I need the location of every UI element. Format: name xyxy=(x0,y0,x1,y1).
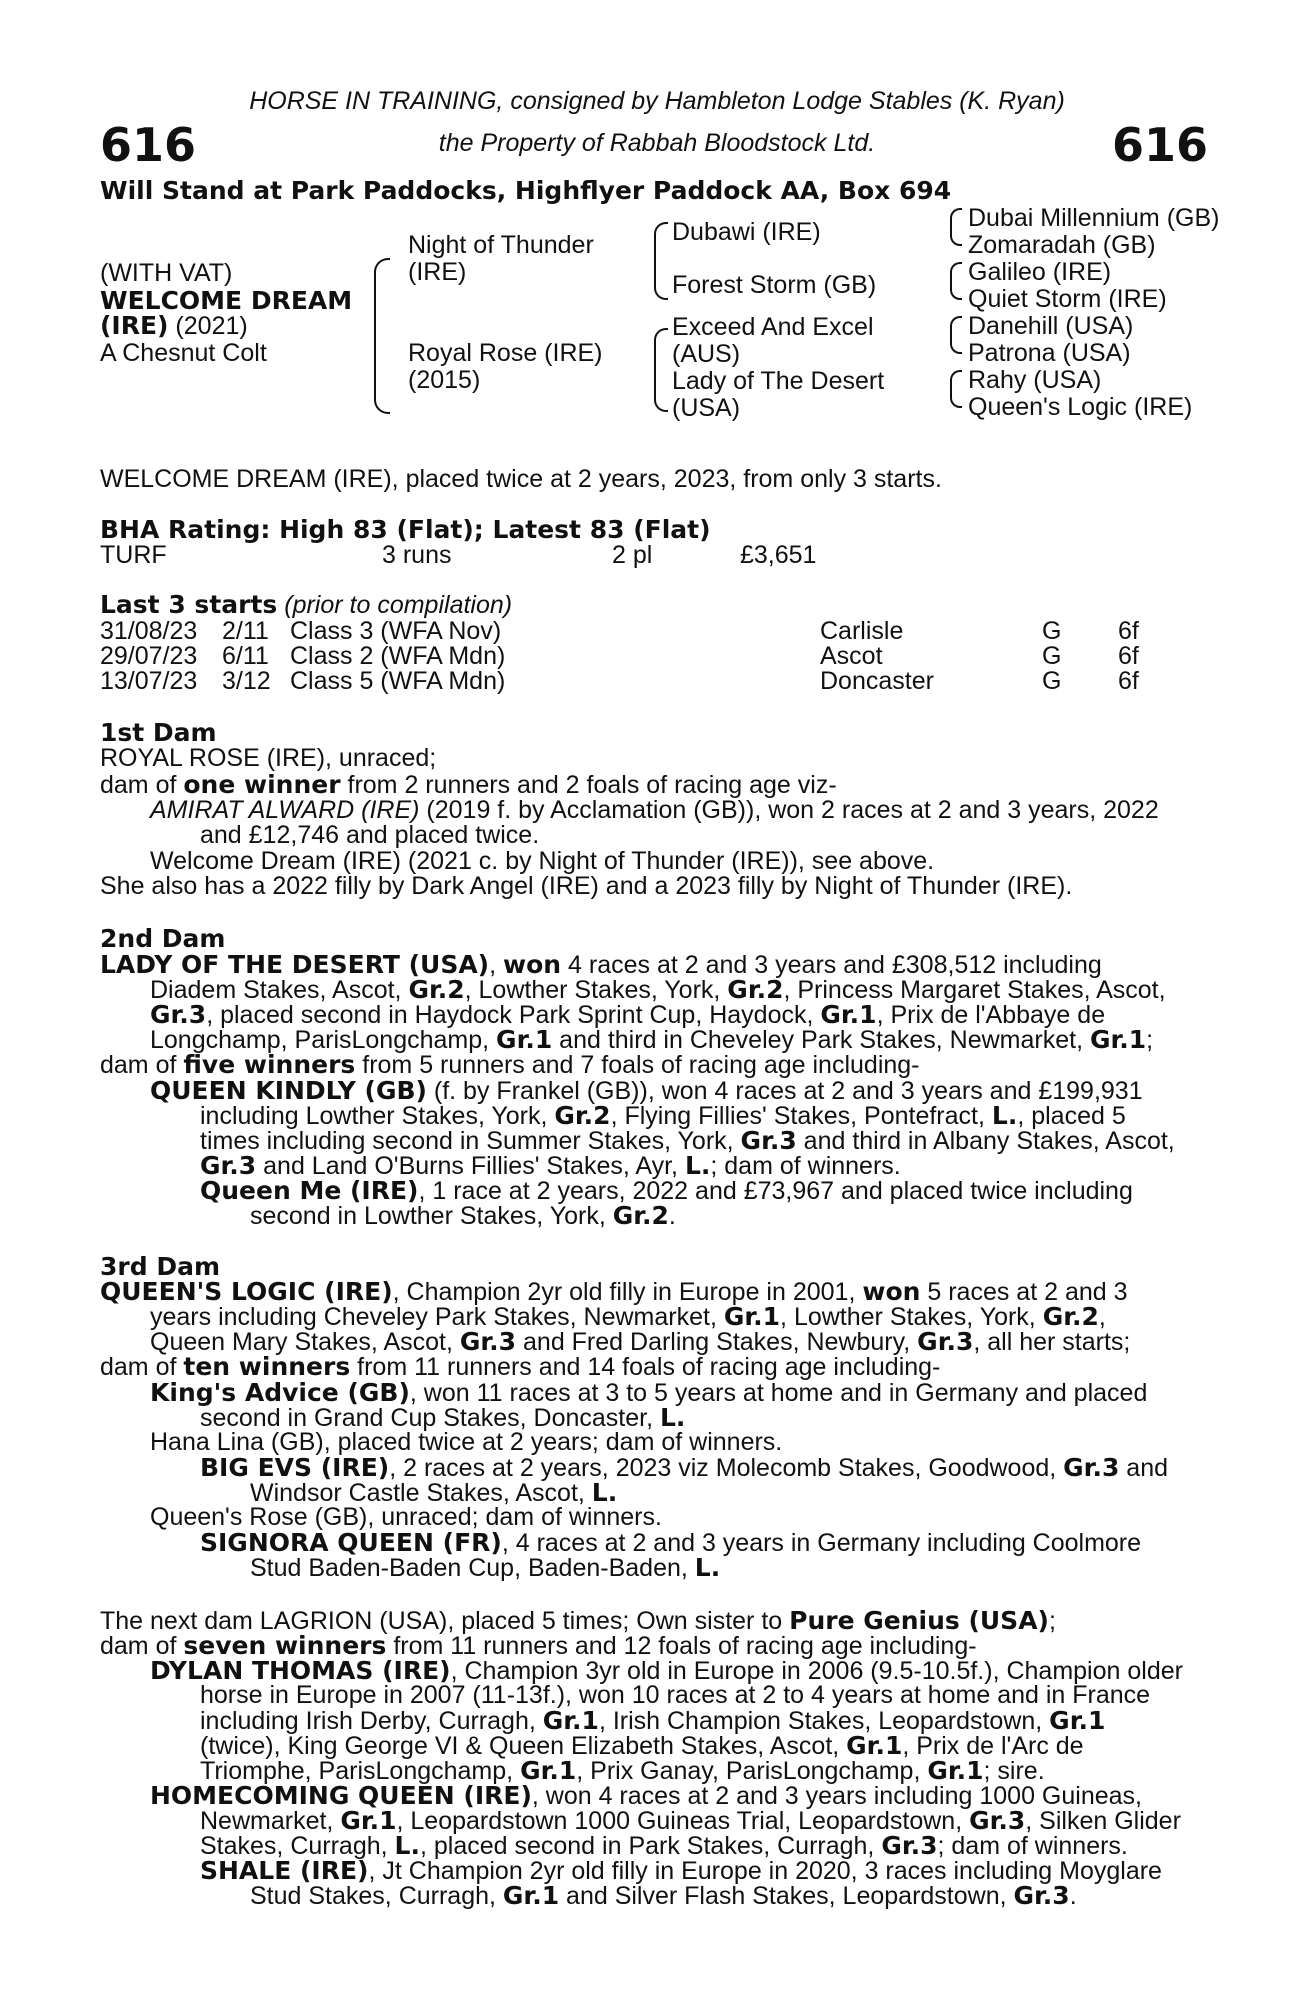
start-going: G xyxy=(1042,667,1062,695)
third-dam-title: 3rd Dam xyxy=(100,1252,220,1281)
second-dam-line xyxy=(100,952,1206,979)
text: , 4 races at 2 and 3 years in Germany including Coolmore xyxy=(501,1529,1142,1557)
summary-line: WELCOME DREAM (IRE), placed twice at 2 years, 2023, from only 3 starts. xyxy=(100,465,942,493)
text: Stakes, Curragh, xyxy=(200,1832,395,1860)
second-dam-line xyxy=(250,1203,676,1230)
start-position: 3/12 xyxy=(222,667,271,695)
sire-sire: Dubawi (IRE) xyxy=(672,218,821,246)
sire-country: (IRE) xyxy=(408,258,467,286)
grade: Gr.1 xyxy=(496,1025,553,1054)
third-dam-line xyxy=(150,1304,1206,1331)
produce-name: BIG EVS (IRE) xyxy=(200,1453,390,1482)
text: , Silken Glider xyxy=(1025,1807,1181,1835)
text: and xyxy=(1119,1454,1169,1482)
text: , Leopardstown 1000 Guineas Trial, Leopardstown, xyxy=(396,1807,970,1835)
grade: Gr.1 xyxy=(1049,1706,1106,1735)
third-dam-line xyxy=(200,1455,1206,1482)
text: , Jt Champion 2yr old filly in Europe in 2020, 3 races including Moyglare xyxy=(368,1857,1162,1885)
text: and Silver Flash Stakes, Leopardstown, xyxy=(559,1882,1014,1910)
vat-note: (WITH VAT) xyxy=(100,259,233,287)
lot-number-right: 616 xyxy=(1111,118,1208,172)
text: ; xyxy=(1048,1607,1056,1635)
text: from 2 runners and 2 foals of racing age viz- xyxy=(340,771,837,799)
dam: Royal Rose (IRE) xyxy=(408,339,603,367)
first-dam-line xyxy=(150,798,1159,824)
second-dam-line xyxy=(100,1052,920,1079)
dam-name: QUEEN'S LOGIC (IRE) xyxy=(100,1277,393,1306)
ancestor-6: Patrona (USA) xyxy=(968,339,1131,367)
text: , Prix de l'Arc de xyxy=(902,1732,1084,1760)
grade: Gr.3 xyxy=(740,1126,797,1155)
second-dam-line xyxy=(150,1002,1206,1029)
starts-note: (prior to compilation) xyxy=(277,591,513,619)
text: dam of xyxy=(100,771,184,799)
won: won xyxy=(503,950,562,979)
grade: L. xyxy=(394,1831,420,1860)
first-dam-line: Welcome Dream (IRE) (2021 c. by Night of Thunder (IRE)), see above. xyxy=(150,847,935,875)
text: , Flying Fillies' Stakes, Pontefract, xyxy=(610,1102,992,1130)
winner-count: seven winners xyxy=(183,1631,387,1660)
consignment-line: HORSE IN TRAINING, consigned by Hambleton Lodge Stables (K. Ryan) xyxy=(249,87,1065,115)
start-race: Class 5 (WFA Mdn) xyxy=(290,667,506,695)
text: , Champion 3yr old in Europe in 2006 (9.5-10.5f.), Champion older xyxy=(450,1657,1183,1685)
text: second in Lowther Stakes, York, xyxy=(250,1202,613,1230)
grade: Gr.2 xyxy=(554,1101,611,1130)
start-position: 6/11 xyxy=(222,642,269,670)
start-going: G xyxy=(1042,617,1062,645)
text: , placed second in Park Stakes, Curragh, xyxy=(419,1832,882,1860)
text: . xyxy=(668,1202,676,1230)
grade: Gr.3 xyxy=(150,1000,207,1029)
second-dam-line xyxy=(200,1103,1206,1130)
grade: Gr.1 xyxy=(820,1000,877,1029)
winner-count: ten winners xyxy=(183,1352,351,1381)
third-dam-line xyxy=(100,1279,1206,1306)
grade: Gr.3 xyxy=(200,1151,257,1180)
grade: Gr.1 xyxy=(927,1756,984,1785)
ancestor-1: Dubai Millennium (GB) xyxy=(968,204,1220,232)
text: Stud Stakes, Curragh, xyxy=(250,1882,503,1910)
start-course: Doncaster xyxy=(820,667,934,695)
text: dam of xyxy=(100,1051,184,1079)
second-dam-line xyxy=(150,977,1206,1004)
rating-placed: 2 pl xyxy=(612,541,653,569)
first-dam-line: ROYAL ROSE (IRE), unraced; xyxy=(100,744,437,772)
text: Newmarket, xyxy=(200,1807,341,1835)
grade: Gr.1 xyxy=(723,1302,781,1331)
start-race: Class 2 (WFA Mdn) xyxy=(290,642,506,670)
grade: Gr.1 xyxy=(1089,1025,1147,1054)
text: ; xyxy=(1146,1026,1154,1054)
next-dam-line xyxy=(200,1808,1206,1835)
text: from 5 runners and 7 foals of racing age including- xyxy=(355,1051,920,1079)
start-date: 31/08/23 xyxy=(100,617,198,645)
pedigree-brace-1 xyxy=(374,258,390,414)
produce-name: DYLAN THOMAS (IRE) xyxy=(150,1656,451,1685)
sire: Night of Thunder xyxy=(408,231,594,259)
starts-title: Last 3 starts xyxy=(100,590,278,619)
text: , won 11 races at 3 to 5 years at home and in Germany and placed xyxy=(409,1379,1148,1407)
grade: L. xyxy=(659,1403,686,1432)
rating-title: BHA Rating: High 83 (Flat); Latest 83 (Flat) xyxy=(100,515,711,544)
text: ; dam of winners. xyxy=(710,1152,901,1180)
produce-name: HOMECOMING QUEEN (IRE) xyxy=(150,1781,532,1810)
third-dam-line: Queen's Rose (GB), unraced; dam of winners. xyxy=(150,1503,662,1531)
next-dam-line xyxy=(250,1883,1077,1910)
next-dam-line xyxy=(200,1708,1206,1735)
text: (f. by Frankel (GB)), won 4 races at 2 and 3 years and £199,931 xyxy=(426,1077,1143,1105)
horse-country: (IRE) xyxy=(100,311,169,340)
grade: Gr.3 xyxy=(881,1831,938,1860)
first-dam-line: She also has a 2022 filly by Dark Angel (IRE) and a 2023 filly by Night of Thunder (IRE). xyxy=(100,872,1073,900)
text: Longchamp, ParisLongchamp, xyxy=(150,1026,497,1054)
dam-name: LADY OF THE DESERT (USA) xyxy=(100,950,490,979)
text: , Princess Margaret Stakes, Ascot, xyxy=(783,976,1166,1004)
text: The next dam LAGRION (USA), placed 5 times; Own sister to xyxy=(100,1607,790,1635)
text: times including second in Summer Stakes, York, xyxy=(200,1127,741,1155)
horse-year: (2021) xyxy=(168,312,248,340)
grade: Gr.3 xyxy=(969,1806,1026,1835)
rating-surface: TURF xyxy=(100,541,167,569)
grade: Gr.1 xyxy=(846,1731,903,1760)
dam-sire: Exceed And Excel xyxy=(672,313,874,341)
grade: L. xyxy=(694,1553,721,1582)
text: and Land O'Burns Fillies' Stakes, Ayr, xyxy=(256,1152,685,1180)
grade: L. xyxy=(591,1478,618,1507)
text: . xyxy=(1069,1882,1077,1910)
text: Diadem Stakes, Ascot, xyxy=(150,976,409,1004)
dam-dam: Lady of The Desert xyxy=(672,367,885,395)
text: , all her starts; xyxy=(973,1328,1131,1356)
pedigree-brace-2a xyxy=(654,222,668,300)
start-date: 13/07/23 xyxy=(100,667,198,695)
ancestor-3: Galileo (IRE) xyxy=(968,258,1112,286)
text: dam of xyxy=(100,1353,184,1381)
produce-name: AMIRAT ALWARD (IRE) xyxy=(150,796,420,824)
next-dam-line xyxy=(200,1733,1206,1760)
text: dam of xyxy=(100,1632,184,1660)
dam-year: (2015) xyxy=(408,366,481,394)
first-dam-line xyxy=(100,772,837,799)
next-dam-line xyxy=(150,1783,1206,1810)
text: ; sire. xyxy=(983,1757,1045,1785)
grade: L. xyxy=(684,1151,711,1180)
text: Windsor Castle Stakes, Ascot, xyxy=(250,1479,592,1507)
grade: Gr.2 xyxy=(408,975,465,1004)
third-dam-line xyxy=(250,1555,720,1582)
rating-runs: 3 runs xyxy=(382,541,452,569)
text: , won 4 races at 2 and 3 years including 1000 Guineas, xyxy=(531,1782,1142,1810)
text: Stud Baden-Baden Cup, Baden-Baden, xyxy=(250,1554,695,1582)
start-race: Class 3 (WFA Nov) xyxy=(290,617,502,645)
location-line: Will Stand at Park Paddocks, Highflyer Paddock AA, Box 694 xyxy=(100,176,952,205)
start-distance: 6f xyxy=(1118,642,1139,670)
text: , Champion 2yr old filly in Europe in 2001, xyxy=(392,1278,863,1306)
grade: Gr.1 xyxy=(520,1756,577,1785)
pedigree-brace-3b xyxy=(950,262,962,300)
produce-name: SHALE (IRE) xyxy=(200,1856,369,1885)
text: and third in Cheveley Park Stakes, Newmarket, xyxy=(552,1026,1090,1054)
first-dam-title: 1st Dam xyxy=(100,718,217,747)
grade: Gr.3 xyxy=(1013,1881,1070,1910)
horse-suffix-year xyxy=(100,313,248,339)
horse-description: A Chesnut Colt xyxy=(100,339,267,367)
start-course: Carlisle xyxy=(820,617,904,645)
text: , Lowther Stakes, York, xyxy=(780,1303,1043,1331)
grade: Gr.2 xyxy=(727,975,784,1004)
horse-name: WELCOME DREAM xyxy=(100,286,353,315)
grade: L. xyxy=(991,1101,1018,1130)
text: from 11 runners and 14 foals of racing age including- xyxy=(350,1353,941,1381)
text: , 1 race at 2 years, 2022 and £73,967 and placed twice including xyxy=(418,1177,1133,1205)
produce-name: Queen Me (IRE) xyxy=(200,1176,419,1205)
pedigree-brace-2b xyxy=(654,328,668,412)
ancestor-5: Danehill (USA) xyxy=(968,312,1134,340)
won: won xyxy=(862,1277,921,1306)
text: Queen Mary Stakes, Ascot, xyxy=(150,1328,460,1356)
start-course: Ascot xyxy=(820,642,883,670)
second-dam-line xyxy=(150,1078,1206,1105)
grade: Gr.3 xyxy=(1063,1453,1120,1482)
grade: Gr.1 xyxy=(502,1881,560,1910)
dam-sire-country: (AUS) xyxy=(672,340,741,368)
pedigree-brace-3c xyxy=(950,316,962,354)
grade: Gr.2 xyxy=(1042,1302,1099,1331)
text: 5 races at 2 and 3 xyxy=(920,1278,1128,1306)
winner-count: one winner xyxy=(183,770,341,799)
text: , Lowther Stakes, York, xyxy=(464,976,728,1004)
text: Triomphe, ParisLongchamp, xyxy=(200,1757,521,1785)
text: including Irish Derby, Curragh, xyxy=(200,1707,543,1735)
first-dam-line: and £12,746 and placed twice. xyxy=(200,821,540,849)
property-line: the Property of Rabbah Bloodstock Ltd. xyxy=(438,129,876,157)
text: , Prix Ganay, ParisLongchamp, xyxy=(576,1757,928,1785)
dam-dam-country: (USA) xyxy=(672,394,741,422)
winner-count: five winners xyxy=(183,1050,356,1079)
text: ; dam of winners. xyxy=(937,1832,1128,1860)
sire-dam: Forest Storm (GB) xyxy=(672,271,877,299)
start-position: 2/11 xyxy=(222,617,269,645)
rating-earnings: £3,651 xyxy=(740,541,817,569)
start-date: 29/07/23 xyxy=(100,642,198,670)
sibling-name: Pure Genius (USA) xyxy=(789,1606,1049,1635)
start-distance: 6f xyxy=(1118,617,1139,645)
text: , xyxy=(489,951,504,979)
text: and third in Albany Stakes, Ascot, xyxy=(796,1127,1175,1155)
grade: Gr.3 xyxy=(459,1327,517,1356)
grade: Gr.1 xyxy=(340,1806,397,1835)
lot-number-left: 616 xyxy=(100,118,197,172)
next-dam-line: horse in Europe in 2007 (11-13f.), won 10 races at 2 to 4 years at home and in France xyxy=(200,1681,1151,1709)
second-dam-line xyxy=(200,1178,1206,1205)
produce-name: SIGNORA QUEEN (FR) xyxy=(200,1528,502,1557)
grade: Gr.2 xyxy=(612,1201,669,1230)
text: second in Grand Cup Stakes, Doncaster, xyxy=(200,1404,660,1432)
text: , 2 races at 2 years, 2023 viz Molecomb Stakes, Goodwood, xyxy=(389,1454,1064,1482)
produce-name: King's Advice (GB) xyxy=(150,1378,410,1407)
text: (twice), King George VI & Queen Elizabeth Stakes, Ascot, xyxy=(200,1732,847,1760)
text: , Prix de l'Abbaye de xyxy=(876,1001,1106,1029)
ancestor-4: Quiet Storm (IRE) xyxy=(968,285,1167,313)
text: including Lowther Stakes, York, xyxy=(200,1102,555,1130)
text: , Irish Champion Stakes, Leopardstown, xyxy=(598,1707,1050,1735)
ancestor-2: Zomaradah (GB) xyxy=(968,231,1156,259)
third-dam-line xyxy=(100,1354,940,1381)
start-distance: 6f xyxy=(1118,667,1139,695)
pedigree-brace-3d xyxy=(950,370,962,408)
third-dam-line: Hana Lina (GB), placed twice at 2 years; dam of winners. xyxy=(150,1428,783,1456)
text: and Fred Darling Stakes, Newbury, xyxy=(516,1328,918,1356)
text: , placed second in Haydock Park Sprint Cup, Haydock, xyxy=(206,1001,821,1029)
ancestor-8: Queen's Logic (IRE) xyxy=(968,393,1193,421)
second-dam-title: 2nd Dam xyxy=(100,924,226,953)
grade: Gr.1 xyxy=(542,1706,599,1735)
ancestor-7: Rahy (USA) xyxy=(968,366,1102,394)
starts-heading xyxy=(100,592,512,618)
text: 4 races at 2 and 3 years and £308,512 including xyxy=(561,951,1102,979)
pedigree-brace-3a xyxy=(950,208,962,246)
grade: Gr.3 xyxy=(917,1327,974,1356)
start-going: G xyxy=(1042,642,1062,670)
text: (2019 f. by Acclamation (GB)), won 2 races at 2 and 3 years, 2022 xyxy=(419,796,1159,824)
text: , placed 5 xyxy=(1017,1102,1126,1130)
produce-name: QUEEN KINDLY (GB) xyxy=(150,1076,427,1105)
text: , xyxy=(1098,1303,1106,1331)
text: years including Cheveley Park Stakes, Newmarket, xyxy=(150,1303,724,1331)
text: from 11 runners and 12 foals of racing age including- xyxy=(386,1632,977,1660)
